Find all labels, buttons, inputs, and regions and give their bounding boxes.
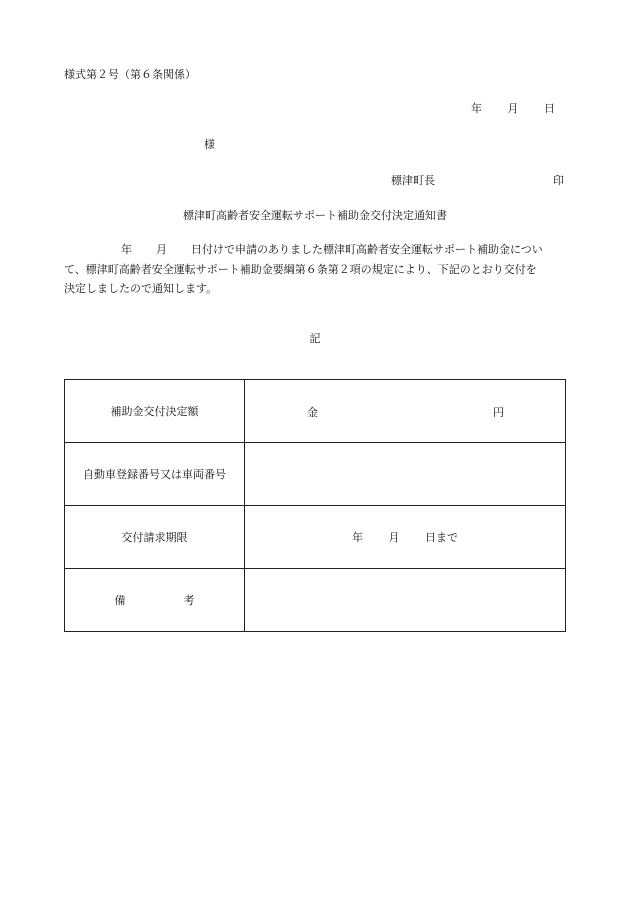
date-month-label: 月: [507, 102, 519, 115]
subsidy-amount-label: 補助金交付決定額: [65, 380, 245, 443]
issuer-name: 標津町長: [391, 174, 435, 187]
body-line-2: て、標津町高齢者安全運転サポート補助金要綱第６条第２項の規定により、下記のとおり交付を: [64, 262, 537, 276]
amount-prefix: 金: [307, 406, 318, 419]
claim-deadline-field[interactable]: [245, 506, 566, 569]
table-row: [65, 443, 566, 506]
subsidy-amount-field[interactable]: [245, 380, 566, 443]
ki-heading: 記: [309, 332, 321, 345]
deadline-day-label: 日まで: [425, 531, 458, 544]
deadline-year-label: 年: [352, 531, 363, 544]
claim-deadline-label: 交付請求期限: [65, 506, 245, 569]
form-number: 様式第２号（第６条関係）: [64, 68, 196, 81]
date-year-label: 年: [471, 102, 482, 115]
amount-suffix: 円: [493, 406, 504, 419]
body-paragraph: [64, 240, 568, 299]
remarks-label: [65, 569, 245, 632]
remarks-field[interactable]: [245, 569, 566, 632]
body-year-label: 年: [121, 243, 132, 256]
date-day-label: 日: [544, 102, 555, 115]
table-row: [65, 380, 566, 443]
table-row: [65, 506, 566, 569]
document-title: 標津町高齢者安全運転サポート補助金交付決定通知書: [183, 209, 447, 222]
recipient-honorific: 様: [204, 138, 215, 151]
remarks-label-b: 考: [183, 594, 195, 607]
table-row: [65, 569, 566, 632]
body-month-label: 月: [156, 243, 167, 256]
body-line-3: 決定しましたので通知します。: [64, 282, 218, 295]
body-line-1-text: 日付けで申請のありました標津町高齢者安全運転サポート補助金につい: [191, 243, 543, 256]
seal-mark: 印: [553, 174, 564, 187]
vehicle-number-label: 自動車登録番号又は車両番号: [65, 443, 245, 506]
remarks-label-a: 備: [114, 594, 126, 607]
vehicle-number-field[interactable]: [245, 443, 566, 506]
date-line: [471, 100, 555, 116]
deadline-month-label: 月: [388, 531, 400, 544]
body-line-1: [64, 240, 568, 260]
detail-table: [64, 379, 566, 632]
